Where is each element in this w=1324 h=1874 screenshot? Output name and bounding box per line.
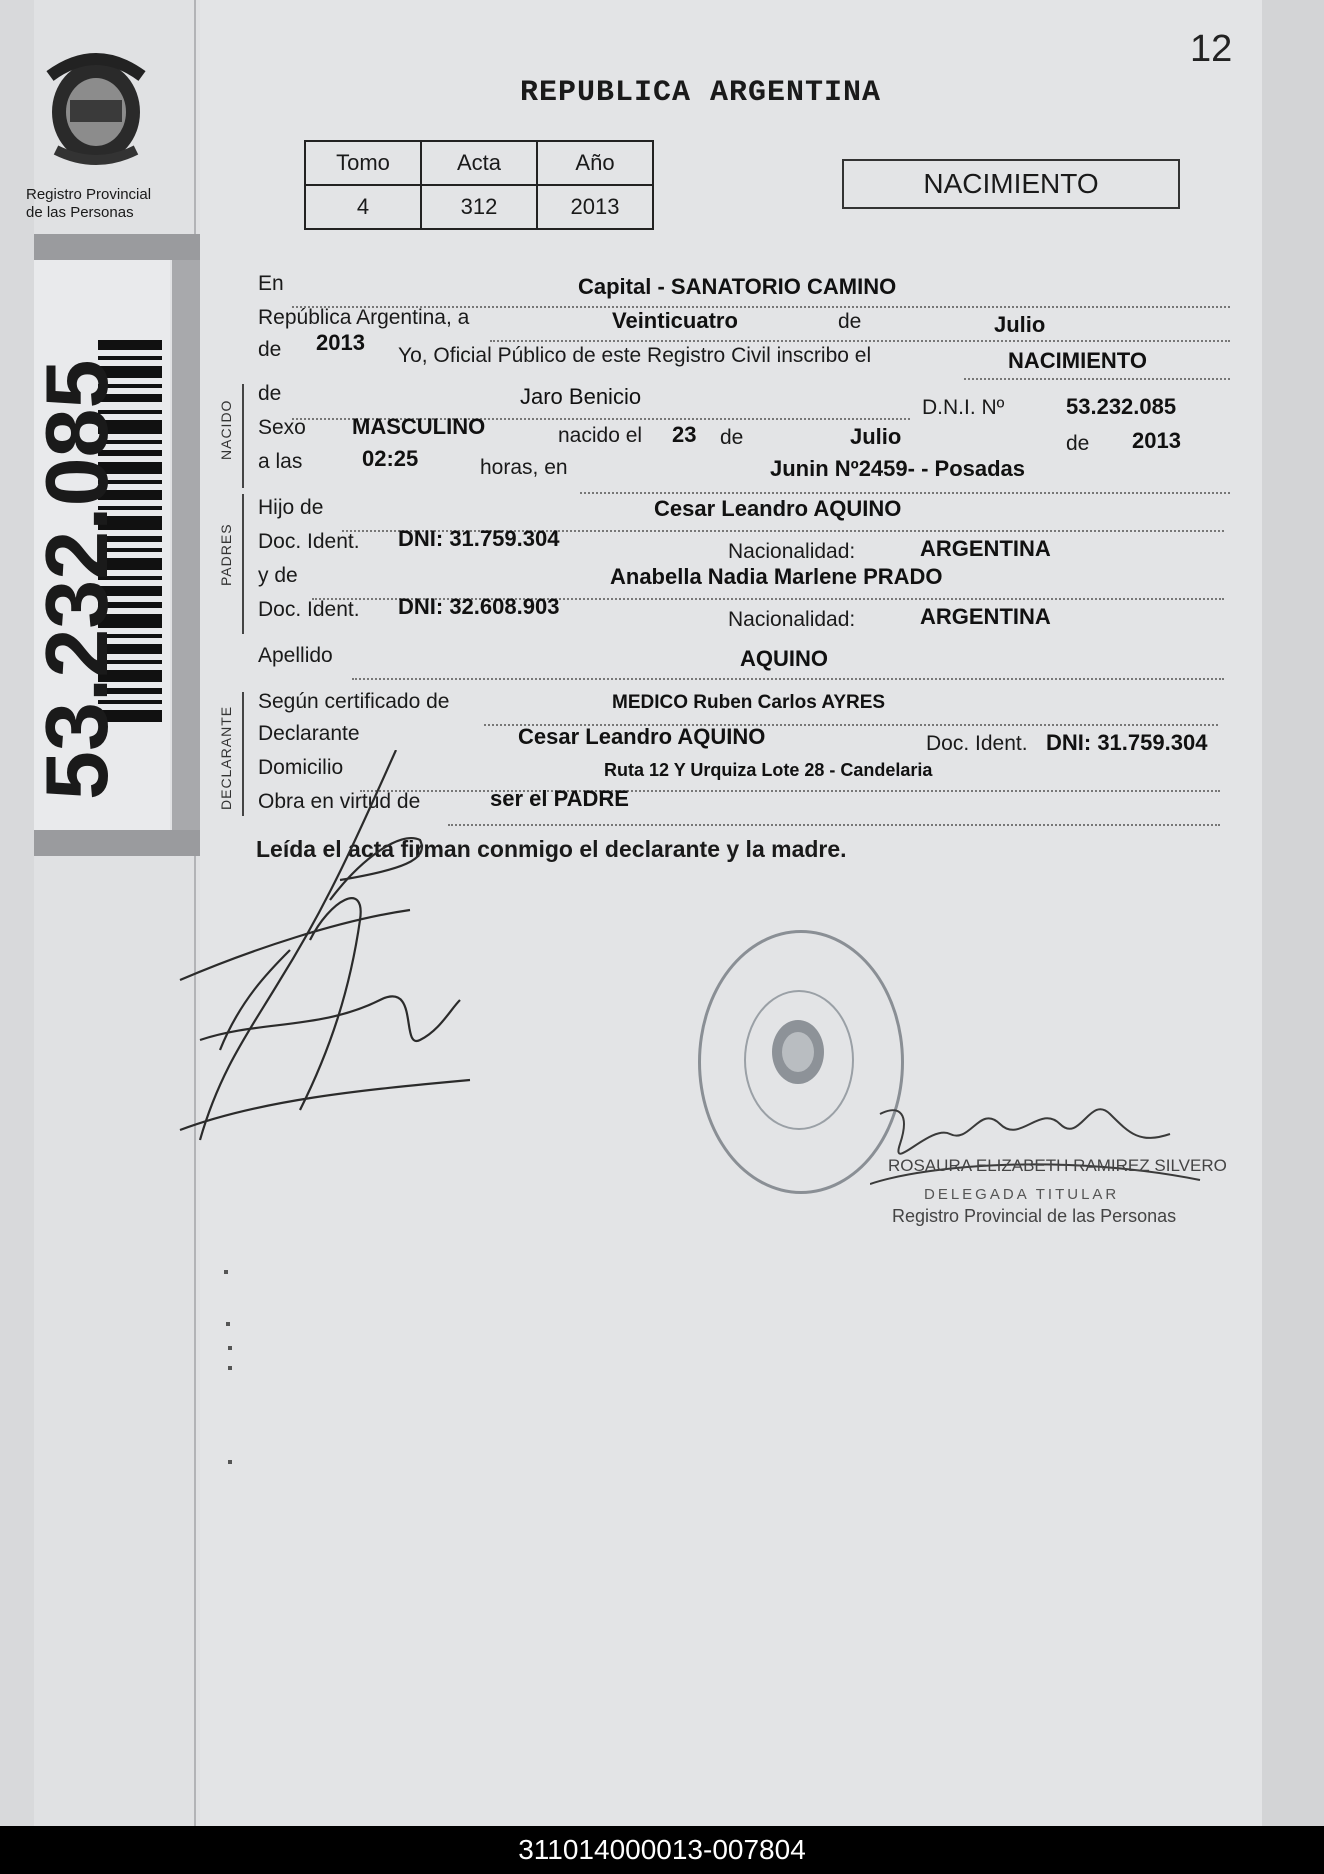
declarante-value: Cesar Leandro AQUINO — [518, 724, 766, 749]
day-text-value: Veinticuatro — [612, 308, 738, 333]
official-name: ROSAURA ELIZABETH RAMIREZ SILVERO — [888, 1156, 1227, 1175]
de-label-3: de — [258, 382, 282, 405]
child-name-value: Jaro Benicio — [520, 384, 642, 409]
stray-mark — [224, 1270, 228, 1274]
section-declarante: DECLARANTE — [218, 705, 234, 810]
dni-label: D.N.I. Nº — [922, 396, 1005, 419]
record-table — [304, 140, 654, 230]
value-ano: 2013 — [537, 185, 653, 229]
place-value: Capital - SANATORIO CAMINO — [578, 274, 897, 299]
vertical-dni-number: 53.232.085 — [27, 359, 126, 800]
sexo-value: MASCULINO — [352, 414, 486, 439]
value-tomo: 4 — [305, 185, 421, 229]
mother-nat-label: Nacionalidad: — [728, 608, 856, 631]
sexo-label: Sexo — [258, 416, 306, 439]
father-doc-label: Doc. Ident. — [258, 530, 360, 553]
republica-label: República Argentina, a — [258, 306, 470, 329]
record-type-box: NACIMIENTO — [842, 159, 1180, 209]
obra-value: ser el PADRE — [490, 786, 629, 811]
section-padres: PADRES — [218, 523, 234, 586]
registry-label-line1: Registro Provincial — [26, 186, 152, 203]
year-value: 2013 — [316, 330, 365, 355]
cert-value: MEDICO Ruben Carlos AYRES — [612, 692, 886, 713]
registry-label-line2: de las Personas — [26, 204, 134, 221]
birth-year-value: 2013 — [1132, 428, 1181, 453]
dni-value: 53.232.085 — [1066, 394, 1177, 419]
en-label: En — [258, 272, 284, 295]
birth-day-value: 23 — [672, 422, 697, 447]
father-nat-value: ARGENTINA — [920, 536, 1051, 561]
value-acta: 312 — [421, 185, 537, 229]
birth-time-value: 02:25 — [362, 446, 419, 471]
father-value: Cesar Leandro AQUINO — [654, 496, 902, 521]
yde-label: y de — [258, 564, 298, 587]
stray-mark — [228, 1460, 232, 1464]
official-title: DELEGADA TITULAR — [924, 1186, 1120, 1203]
province-emblem-icon — [36, 46, 156, 170]
cert-label: Según certificado de — [258, 690, 450, 713]
stray-mark — [228, 1366, 232, 1370]
inscribo-value: NACIMIENTO — [1008, 348, 1147, 373]
domicilio-label: Domicilio — [258, 756, 344, 779]
registry-label — [26, 186, 151, 222]
declarante-doc-label: Doc. Ident. — [926, 732, 1028, 755]
seal-emblem-icon — [768, 1016, 828, 1088]
yo-label: Yo, Oficial Público de este Registro Civil inscribo el — [398, 344, 872, 367]
record-table-values — [305, 185, 653, 229]
declarant-signature — [160, 750, 480, 1180]
right-edge — [1262, 0, 1324, 1826]
header-acta: Acta — [421, 141, 537, 185]
birth-month-value: Julio — [850, 424, 902, 449]
mother-doc-value: DNI: 32.608.903 — [398, 594, 560, 619]
apellido-label: Apellido — [258, 644, 333, 667]
section-nacido: NACIDO — [218, 399, 234, 460]
domicilio-value: Ruta 12 Y Urquiza Lote 28 - Candelaria — [604, 760, 933, 780]
nacido-bracket — [242, 384, 252, 488]
obra-label: Obra en virtud de — [258, 790, 421, 813]
month-text-value: Julio — [994, 312, 1046, 337]
official-org: Registro Provincial de las Personas — [892, 1206, 1177, 1226]
declarante-label: Declarante — [258, 722, 360, 745]
apellido-value: AQUINO — [740, 646, 828, 671]
header-ano: Año — [537, 141, 653, 185]
page-number: 12 — [1190, 28, 1233, 70]
stray-mark — [226, 1322, 230, 1326]
mother-nat-value: ARGENTINA — [920, 604, 1051, 629]
alas-label: a las — [258, 450, 303, 473]
mother-doc-label: Doc. Ident. — [258, 598, 360, 621]
de-label-2: de — [258, 338, 282, 361]
de-label-5: de — [1066, 432, 1090, 455]
father-doc-value: DNI: 31.759.304 — [398, 526, 560, 551]
left-margin — [0, 0, 34, 1826]
header-tomo: Tomo — [305, 141, 421, 185]
padres-bracket — [242, 494, 252, 634]
de-label-4: de — [720, 426, 744, 449]
de-label-1: de — [838, 310, 862, 333]
mother-value: Anabella Nadia Marlene PRADO — [610, 564, 943, 589]
hijo-label: Hijo de — [258, 496, 324, 519]
record-table-header — [305, 141, 653, 185]
declarante-doc-value: DNI: 31.759.304 — [1046, 730, 1208, 755]
document-title: REPUBLICA ARGENTINA — [520, 76, 882, 110]
horas-label: horas, en — [480, 456, 568, 479]
footer-code: 311014000013-007804 — [0, 1826, 1324, 1874]
birth-place-value: Junin Nº2459- - Posadas — [770, 456, 1026, 481]
nacido-label: nacido el — [558, 424, 643, 447]
stray-mark — [228, 1346, 232, 1350]
father-nat-label: Nacionalidad: — [728, 540, 856, 563]
closing-statement: Leída el acta firman conmigo el declarante y la madre. — [256, 836, 847, 862]
